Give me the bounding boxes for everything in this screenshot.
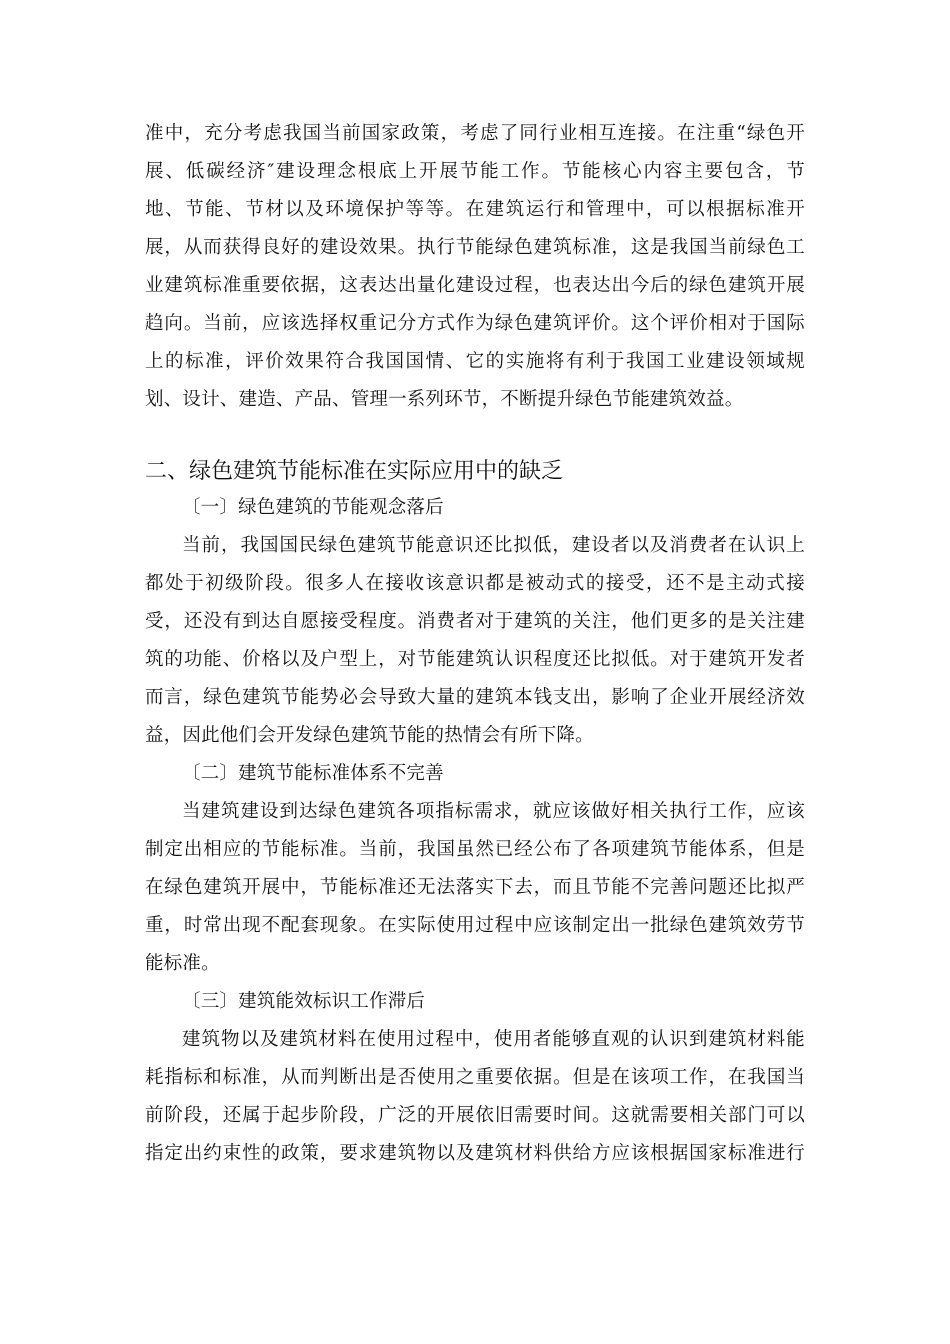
paragraph-line: 准中，充分考虑我国当前国家政策，考虑了同行业相互连接。在注重“绿色开 [145, 123, 805, 144]
subsection-title: 〔三〕建筑能效标识工作滞后 [182, 991, 426, 1012]
paragraph-line: 业建筑标准重要依据，这表达出量化建设过程，也表达出今后的绿色建筑开展 [145, 275, 805, 296]
subsection-title: 〔二〕建筑节能标准体系不完善 [182, 763, 444, 784]
paragraph-line: 上的标准，评价效果符合我国国情、它的实施将有利于我国工业建设领域规 [145, 351, 805, 372]
paragraph-line: 都处于初级阶段。很多人在接收该意识都是被动式的接受，还不是主动式接 [145, 573, 805, 594]
paragraph-line: 地、节能、节材以及环境保护等等。在建筑运行和管理中，可以根据标准开 [145, 199, 805, 220]
paragraph-line: 前阶段，还属于起步阶段，广泛的开展依旧需要时间。这就需要相关部门可以 [145, 1105, 805, 1126]
section-heading: 二、绿色建筑节能标准在实际应用中的缺乏 [145, 459, 564, 484]
paragraph-line: 重，时常出现不配套现象。在实际使用过程中应该制定出一批绿色建筑效劳节 [145, 915, 805, 936]
paragraph-line: 制定出相应的节能标准。当前，我国虽然已经公布了各项建筑节能体系，但是 [145, 839, 805, 860]
paragraph-line: 能标准。 [145, 953, 220, 974]
paragraph-line: 划、设计、建造、产品、管理一系列环节，不断提升绿色节能建筑效益。 [145, 389, 744, 410]
subsection-title: 〔一〕绿色建筑的节能观念落后 [182, 497, 444, 518]
paragraph-line: 而言，绿色建筑节能势必会导致大量的建筑本钱支出，影响了企业开展经济效 [145, 687, 805, 708]
paragraph-line: 在绿色建筑开展中，节能标准还无法落实下去，而且节能不完善问题还比拟严 [145, 877, 805, 898]
paragraph-line: 展，从而获得良好的建设效果。执行节能绿色建筑标准，这是我国当前绿色工 [145, 237, 805, 258]
paragraph-line: 当建筑建设到达绿色建筑各项指标需求，就应该做好相关执行工作，应该 [182, 801, 805, 822]
paragraph-line: 指定出约束性的政策，要求建筑物以及建筑材料供给方应该根据国家标准进行 [145, 1143, 805, 1164]
paragraph-line: 受，还没有到达自愿接受程度。消费者对于建筑的关注，他们更多的是关注建 [145, 611, 805, 632]
paragraph-line: 建筑物以及建筑材料在使用过程中，使用者能够直观的认识到建筑材料能 [182, 1029, 805, 1050]
paragraph-line: 筑的功能、价格以及户型上，对节能建筑认识程度还比拟低。对于建筑开发者 [145, 649, 805, 670]
paragraph-line: 益，因此他们会开发绿色建筑节能的热情会有所下降。 [145, 725, 594, 746]
paragraph-line: 耗指标和标准，从而判断出是否使用之重要依据。但是在该项工作，在我国当 [145, 1067, 805, 1088]
paragraph-line: 展、低碳经济″建设理念根底上开展节能工作。节能核心内容主要包含，节 [145, 161, 805, 182]
paragraph-line: 趋向。当前，应该选择权重记分方式作为绿色建筑评价。这个评价相对于国际 [145, 313, 805, 334]
paragraph-line: 当前，我国国民绿色建筑节能意识还比拟低，建设者以及消费者在认识上 [182, 535, 805, 556]
